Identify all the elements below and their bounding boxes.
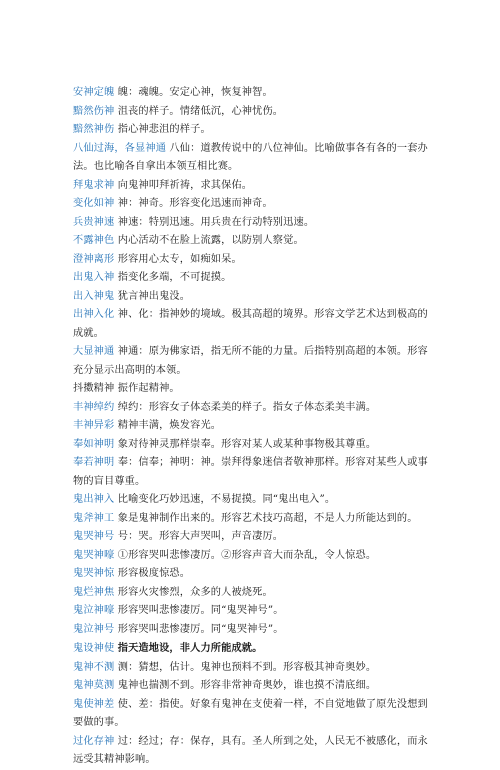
idiom-term[interactable]: 拜鬼求神 <box>73 179 115 191</box>
list-item <box>73 195 428 214</box>
idiom-term[interactable]: 黯然伤神 <box>73 105 115 117</box>
list-item <box>73 602 428 621</box>
idiom-term[interactable]: 出入神鬼 <box>73 290 115 302</box>
list-item <box>73 565 428 584</box>
idiom-definition: 内心活动不在脸上流露，以防别人察觉。 <box>117 235 304 246</box>
idiom-term: 抖擞精神 <box>73 383 115 394</box>
idiom-definition: 奉：信奉；神明：神。崇拜得象迷信者敬神那样。形容对某些人或事物的盲目尊重。 <box>73 457 428 487</box>
idiom-term[interactable]: 鬼出神入 <box>73 494 115 505</box>
idiom-definition: 指天造地设，非人力所能成就。 <box>117 642 263 654</box>
idiom-definition: 鬼神也揣测不到。形容非常神奇奥妙，谁也摸不清底细。 <box>117 680 377 691</box>
list-item <box>73 659 428 678</box>
list-item <box>73 140 428 177</box>
idiom-term[interactable]: 不露神色 <box>73 235 115 246</box>
list-item <box>73 454 428 491</box>
idiom-definition: 过：经过；存：保存，具有。圣人所到之处，人民无不被感化，而永远受其精神影响。 <box>73 735 428 765</box>
list-item <box>73 696 428 733</box>
list-item <box>73 547 428 566</box>
idiom-definition: 形容用心太专，如痴如呆。 <box>117 253 242 265</box>
list-item <box>73 121 428 140</box>
list-item <box>73 639 428 659</box>
list-item <box>73 343 428 380</box>
idiom-definition: 号：哭。形容大声哭叫，声音凄厉。 <box>117 531 284 542</box>
idiom-definition: 神：神奇。形容变化迅速而神奇。 <box>117 198 273 209</box>
idiom-term[interactable]: 奉若神明 <box>73 457 115 468</box>
idiom-term[interactable]: 兵贵神速 <box>73 216 115 228</box>
idiom-term[interactable]: 鬼哭神嚎 <box>73 549 115 561</box>
idiom-term[interactable]: 鬼泣神嚎 <box>73 605 115 616</box>
idiom-definition: 犹言神出鬼没。 <box>117 290 191 302</box>
idiom-definition: 指心神悲沮的样子。 <box>117 124 211 135</box>
idiom-term[interactable]: 大显神通 <box>73 346 115 357</box>
idiom-term[interactable]: 安神定魄 <box>73 87 115 98</box>
idiom-term[interactable]: 丰神绰约 <box>73 401 115 413</box>
list-item <box>73 177 428 196</box>
list-item <box>73 251 428 270</box>
idiom-definition: 形容哭叫悲惨凄厉。同“鬼哭神号”。 <box>117 605 284 616</box>
idiom-definition: 精神丰满，焕发容光。 <box>117 420 222 431</box>
list-item <box>73 232 428 251</box>
list-item <box>73 306 428 343</box>
idiom-definition: ①形容哭叫悲惨凄厉。②形容声音大而杂乱，令人惊恐。 <box>117 549 377 561</box>
idiom-definition: 形容火灾惨烈，众多的人被烧死。 <box>117 586 273 598</box>
list-item <box>73 528 428 547</box>
list-item <box>73 84 428 103</box>
idiom-term[interactable]: 鬼哭神号 <box>73 531 115 542</box>
idiom-term[interactable]: 鬼设神使 <box>73 643 115 654</box>
idiom-definition: 振作起精神。 <box>117 383 180 394</box>
idiom-definition: 指变化多端，不可捉摸。 <box>117 272 232 283</box>
idiom-term[interactable]: 澄神离形 <box>73 253 115 265</box>
list-item <box>73 103 428 122</box>
idiom-definition: 神、化：指神妙的境域。极其高超的境界。形容文学艺术达到极高的成就。 <box>73 309 428 339</box>
idiom-term[interactable]: 奉如神明 <box>73 438 115 450</box>
idiom-definition: 神通：原为佛家语，指无所不能的力量。后指特别高超的本领。形容充分显示出高明的本领。 <box>73 346 428 376</box>
list-item <box>73 269 428 288</box>
idiom-definition: 沮丧的样子。情绪低沉，心神忧伤。 <box>117 105 284 117</box>
idiom-list <box>73 84 428 770</box>
list-item <box>73 584 428 603</box>
idiom-definition: 象对待神灵那样崇奉。形容对某人或某种事物极其尊重。 <box>117 438 377 450</box>
list-item <box>73 621 428 640</box>
list-item <box>73 510 428 529</box>
idiom-term[interactable]: 鬼使神差 <box>73 698 115 710</box>
idiom-term[interactable]: 过化存神 <box>73 735 115 747</box>
list-item <box>73 288 428 307</box>
idiom-definition: 形容哭叫悲惨凄厉。同“鬼哭神号”。 <box>117 623 284 635</box>
idiom-definition: 使、差：指使。好象有鬼神在支使着一样，不自觉地做了原先没想到要做的事。 <box>73 698 428 728</box>
idiom-term[interactable]: 鬼神不测 <box>73 661 115 673</box>
idiom-term[interactable]: 鬼斧神工 <box>73 512 115 524</box>
list-item <box>73 380 428 399</box>
idiom-term[interactable]: 出鬼入神 <box>73 272 115 283</box>
idiom-term[interactable]: 出神入化 <box>73 309 115 320</box>
idiom-term[interactable]: 黯然神伤 <box>73 124 115 135</box>
idiom-term[interactable]: 八仙过海，各显神通 <box>73 142 167 154</box>
list-item <box>73 399 428 418</box>
idiom-definition: 魄：魂魄。安定心神，恢复神智。 <box>117 87 273 98</box>
idiom-term[interactable]: 鬼神莫测 <box>73 680 115 691</box>
idiom-definition: 测：猜想，估计。鬼神也预料不到。形容极其神奇奥妙。 <box>117 661 377 673</box>
idiom-definition: 绰约：形容女子体态柔美的样子。指女子体态柔美丰满。 <box>117 401 377 413</box>
list-item <box>73 214 428 233</box>
list-item <box>73 436 428 455</box>
list-item <box>73 733 428 770</box>
idiom-term[interactable]: 鬼哭神惊 <box>73 568 115 579</box>
list-item <box>73 417 428 436</box>
idiom-definition: 象是鬼神制作出来的。形容艺术技巧高超，不是人力所能达到的。 <box>117 512 418 524</box>
idiom-term[interactable]: 变化如神 <box>73 198 115 209</box>
idiom-term[interactable]: 鬼泣神号 <box>73 623 115 635</box>
idiom-definition: 向鬼神叩拜祈祷，求其保佑。 <box>117 179 253 191</box>
idiom-definition: 比喻变化巧妙迅速，不易捉摸。同“鬼出电入”。 <box>117 494 336 505</box>
idiom-definition: 八仙：道教传说中的八位神仙。比喻做事各有各的一套办法。也比喻各自拿出本领互相比赛。 <box>73 142 428 172</box>
idiom-term[interactable]: 丰神异彩 <box>73 420 115 431</box>
idiom-term[interactable]: 鬼烂神焦 <box>73 586 115 598</box>
idiom-definition: 形容极度惊恐。 <box>117 568 191 579</box>
idiom-definition: 神速：特别迅速。用兵贵在行动特别迅速。 <box>117 216 315 228</box>
list-item <box>73 491 428 510</box>
list-item <box>73 677 428 696</box>
